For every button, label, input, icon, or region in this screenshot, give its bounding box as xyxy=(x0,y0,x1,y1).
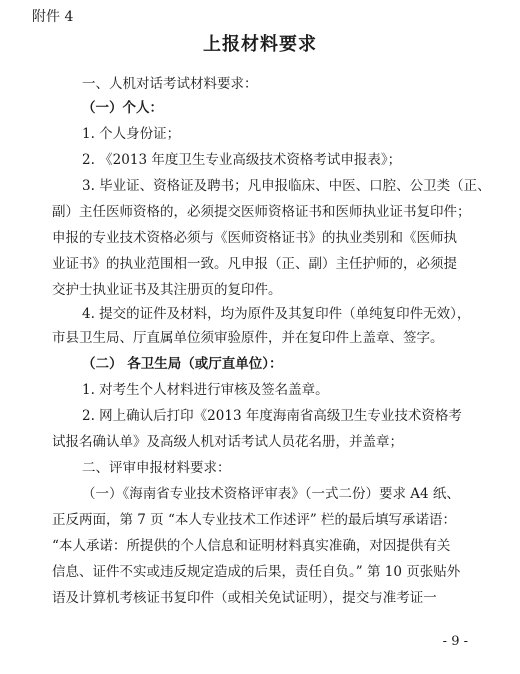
section-heading: 一、人机对话考试材料要求： xyxy=(82,76,258,92)
paragraph-line: 市县卫生局、厅直属单位须审验原件，并在复印件上盖章、签字。 xyxy=(52,330,444,346)
paragraph-line: 试报名确认单》及高级人机对话考试人员花名册，并盖章； xyxy=(52,434,403,450)
list-item: 3. 毕业证、资格证及聘书；凡申报临床、中医、口腔、公卫类（正、 xyxy=(82,178,491,194)
subsection-heading: （二） 各卫生局（或厅直单位）： xyxy=(82,356,283,372)
list-item: （一）《海南省专业技术资格评审表》（一式二份）要求 A4 纸、 xyxy=(82,486,460,502)
subsection-heading: （一）个人： xyxy=(82,100,163,116)
paragraph-line: 交护士执业证书及其注册页的复印件。 xyxy=(52,282,282,298)
paragraph-line: 语及计算机考核证书复印件（或相关免试证明），提交与准考证一 xyxy=(52,590,437,606)
list-item: 4. 提交的证件及材料，均为原件及其复印件（单纯复印件无效）， xyxy=(82,306,471,322)
paragraph-line: 申报的专业技术资格必须与《医师资格证书》的执业类别和《医师执 xyxy=(52,230,457,246)
paragraph-line: 信息、证件不实或违反规定造成的后果，责任自负。” 第 10 页张贴外 xyxy=(52,564,461,580)
list-item: 2. 网上确认后打印《2013 年度海南省高级卫生专业技术资格考 xyxy=(82,408,462,424)
paragraph-line: 业证书》的执业范围相一致。凡申报（正、副）主任护师的，必须提 xyxy=(52,256,457,272)
section-heading: 二、评审申报材料要求： xyxy=(82,460,231,476)
paragraph-line: 副）主任医师资格的，必须提交医师资格证书和医师执业证书复印件； xyxy=(52,204,471,220)
list-item: 1. 个人身份证； xyxy=(82,126,181,142)
page-title: 上报材料要求 xyxy=(203,34,317,55)
page-number: - 9 - xyxy=(442,634,468,649)
paragraph-line: “本人承诺：所提供的个人信息和证明材料真实准确，对因提供有关 xyxy=(52,538,451,554)
annex-label: 附件 4 xyxy=(32,9,74,25)
paragraph-line: 正反两面，第 7 页 “本人专业技术工作述评” 栏的最后填写承诺语： xyxy=(52,512,457,528)
list-item: 2. 《2013 年度卫生专业高级技术资格考试申报表》； xyxy=(82,152,402,168)
list-item: 1. 对考生个人材料进行审核及签名盖章。 xyxy=(82,382,329,398)
